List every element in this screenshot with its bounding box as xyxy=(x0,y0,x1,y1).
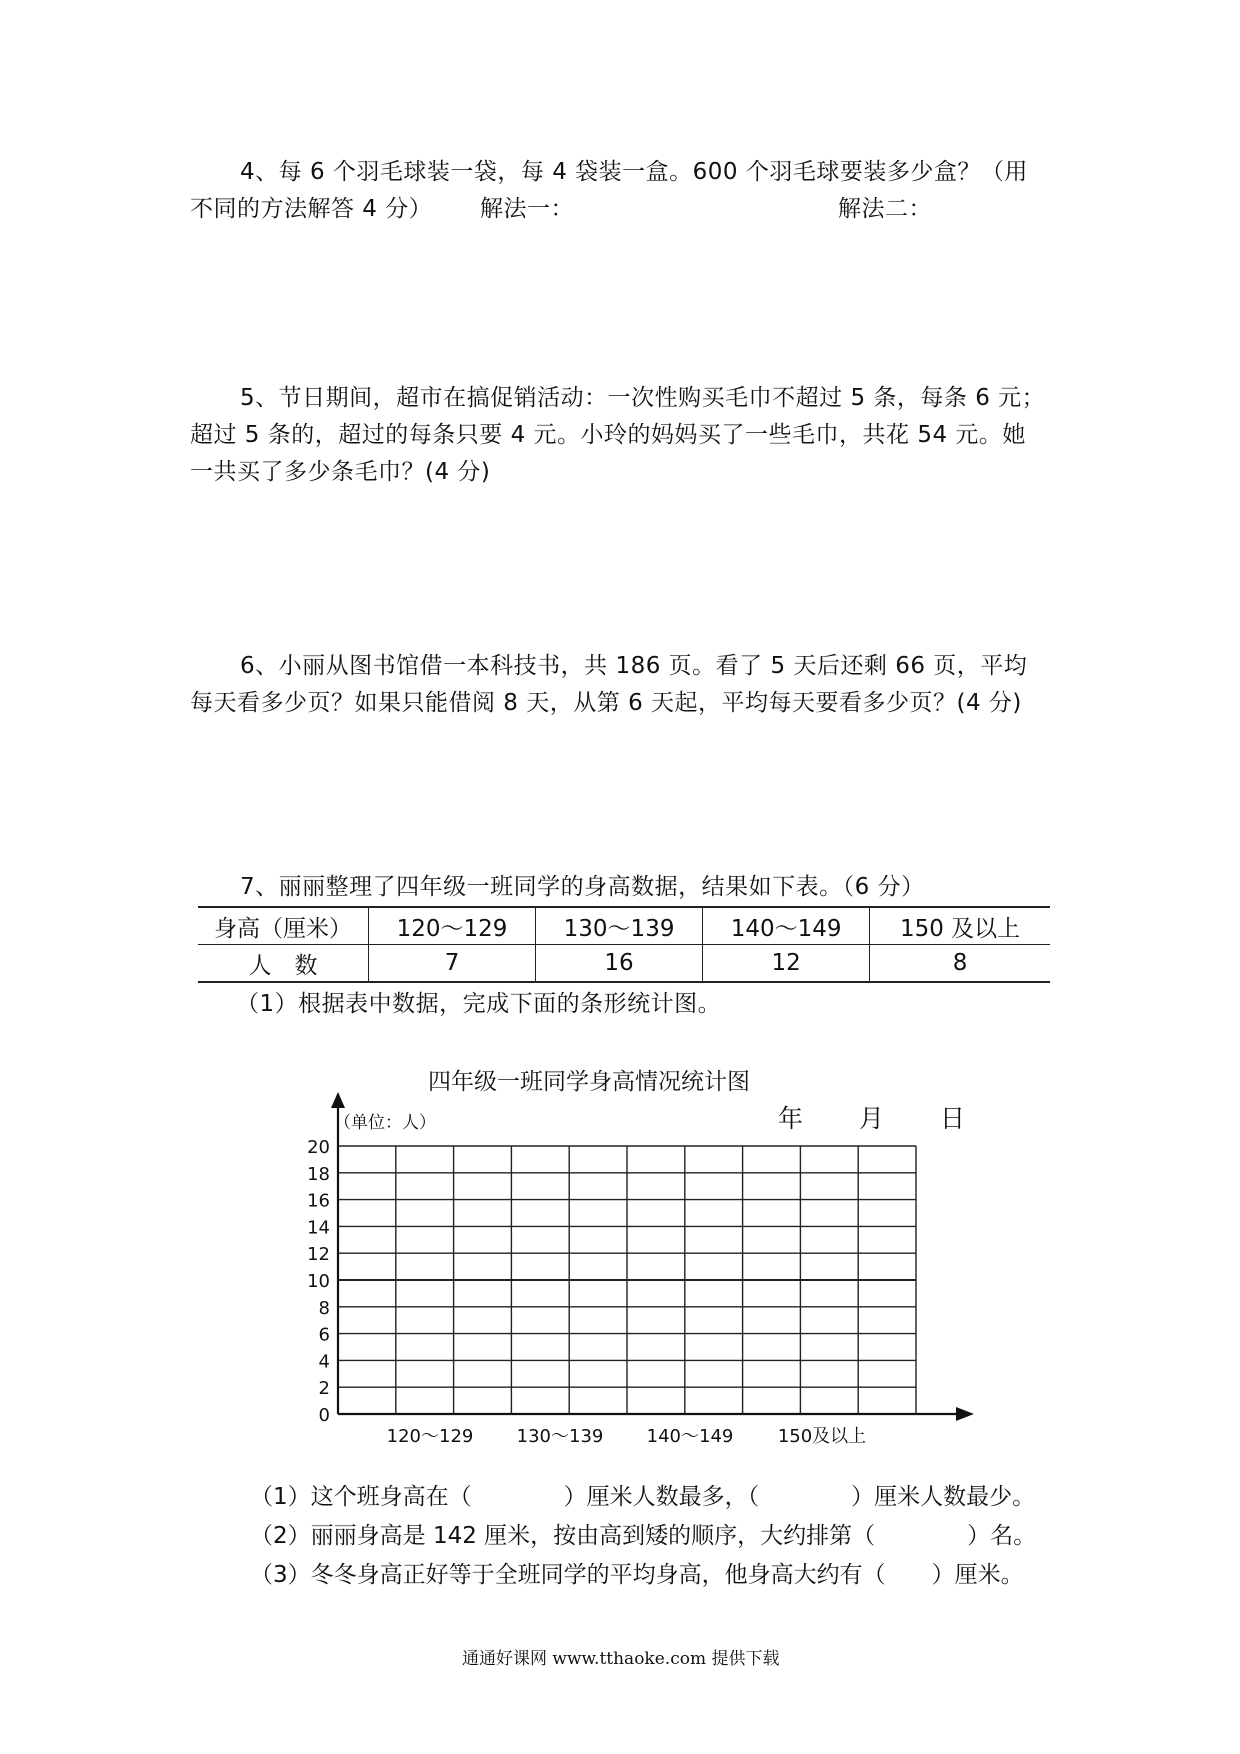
y-tick-label: 0 xyxy=(318,1405,330,1426)
q7-intro: 7、丽丽整理了四年级一班同学的身高数据，结果如下表。（6 分） xyxy=(240,874,925,900)
y-tick-label: 10 xyxy=(307,1271,330,1292)
table-header-label: 身高（厘米） xyxy=(198,907,369,945)
chart-title: 四年级一班同学身高情况统计图 xyxy=(428,1069,750,1095)
table-cell-count: 12 xyxy=(703,945,870,983)
y-tick-label: 14 xyxy=(307,1217,330,1239)
table-column-header: 130～139 xyxy=(536,907,703,945)
q6-line1: 6、小丽从图书馆借一本科技书，共 186 页。看了 5 天后还剩 66 页，平均 xyxy=(240,653,1028,679)
table-cell-count: 8 xyxy=(870,945,1050,983)
q7-answer-1: （1）这个班身高在（ ）厘米人数最多，（ ）厘米人数最少。 xyxy=(250,1484,1036,1510)
y-tick-label: 16 xyxy=(307,1190,330,1212)
x-category-label: 140～149 xyxy=(646,1426,734,1447)
q4-method2-label: 解法二： xyxy=(838,196,932,222)
q5-line1: 5、节日期间，超市在搞促销活动：一次性购买毛巾不超过 5 条，每条 6 元； xyxy=(240,385,1046,411)
y-tick-label: 6 xyxy=(318,1324,330,1346)
table-cell-count: 16 xyxy=(536,945,703,983)
y-axis-arrow-icon xyxy=(331,1092,345,1108)
q4-method1-label: 解法一： xyxy=(480,196,574,222)
x-category-label: 120～129 xyxy=(386,1426,474,1447)
y-tick-label: 2 xyxy=(318,1378,330,1400)
y-tick-label: 4 xyxy=(318,1351,330,1373)
table-column-header: 140～149 xyxy=(703,907,870,945)
table-column-header: 150 及以上 xyxy=(870,907,1050,945)
q4-line2: 不同的方法解答 4 分） xyxy=(190,196,433,222)
q4-line1: 4、每 6 个羽毛球装一袋，每 4 袋装一盒。600 个羽毛球要装多少盒？（用 xyxy=(240,159,1028,185)
q7-sub1: （1）根据表中数据，完成下面的条形统计图。 xyxy=(236,991,722,1017)
y-tick-label: 20 xyxy=(307,1137,330,1158)
x-category-label: 150及以上 xyxy=(777,1426,867,1447)
table-column-header: 120～129 xyxy=(369,907,536,945)
table-cell-count: 7 xyxy=(369,945,536,983)
q7-answer-3: （3）冬冬身高正好等于全班同学的平均身高，他身高大约有（ ）厘米。 xyxy=(250,1562,1024,1588)
q6-line2: 每天看多少页？如果只能借阅 8 天，从第 6 天起，平均每天要看多少页？(4 分) xyxy=(190,690,1022,716)
x-axis-arrow-icon xyxy=(956,1407,974,1421)
footer-source: 通通好课网 www.tthaoke.com 提供下载 xyxy=(462,1649,780,1669)
chart-date-label: 年 月 日 xyxy=(778,1104,968,1133)
q7-answer-2: （2）丽丽身高是 142 厘米，按由高到矮的顺序，大约排第（ ）名。 xyxy=(250,1523,1037,1549)
q5-line3: 一共买了多少条毛巾？(4 分) xyxy=(190,459,491,485)
y-tick-label: 18 xyxy=(307,1163,330,1185)
chart-unit-label: （单位：人） xyxy=(334,1113,436,1133)
y-tick-label: 8 xyxy=(318,1297,330,1319)
y-tick-label: 12 xyxy=(307,1244,330,1266)
table-row-label: 人 数 xyxy=(198,945,369,983)
x-category-label: 130～139 xyxy=(516,1426,604,1447)
q5-line2: 超过 5 条的，超过的每条只要 4 元。小玲的妈妈买了一些毛巾，共花 54 元。她 xyxy=(190,422,1026,448)
